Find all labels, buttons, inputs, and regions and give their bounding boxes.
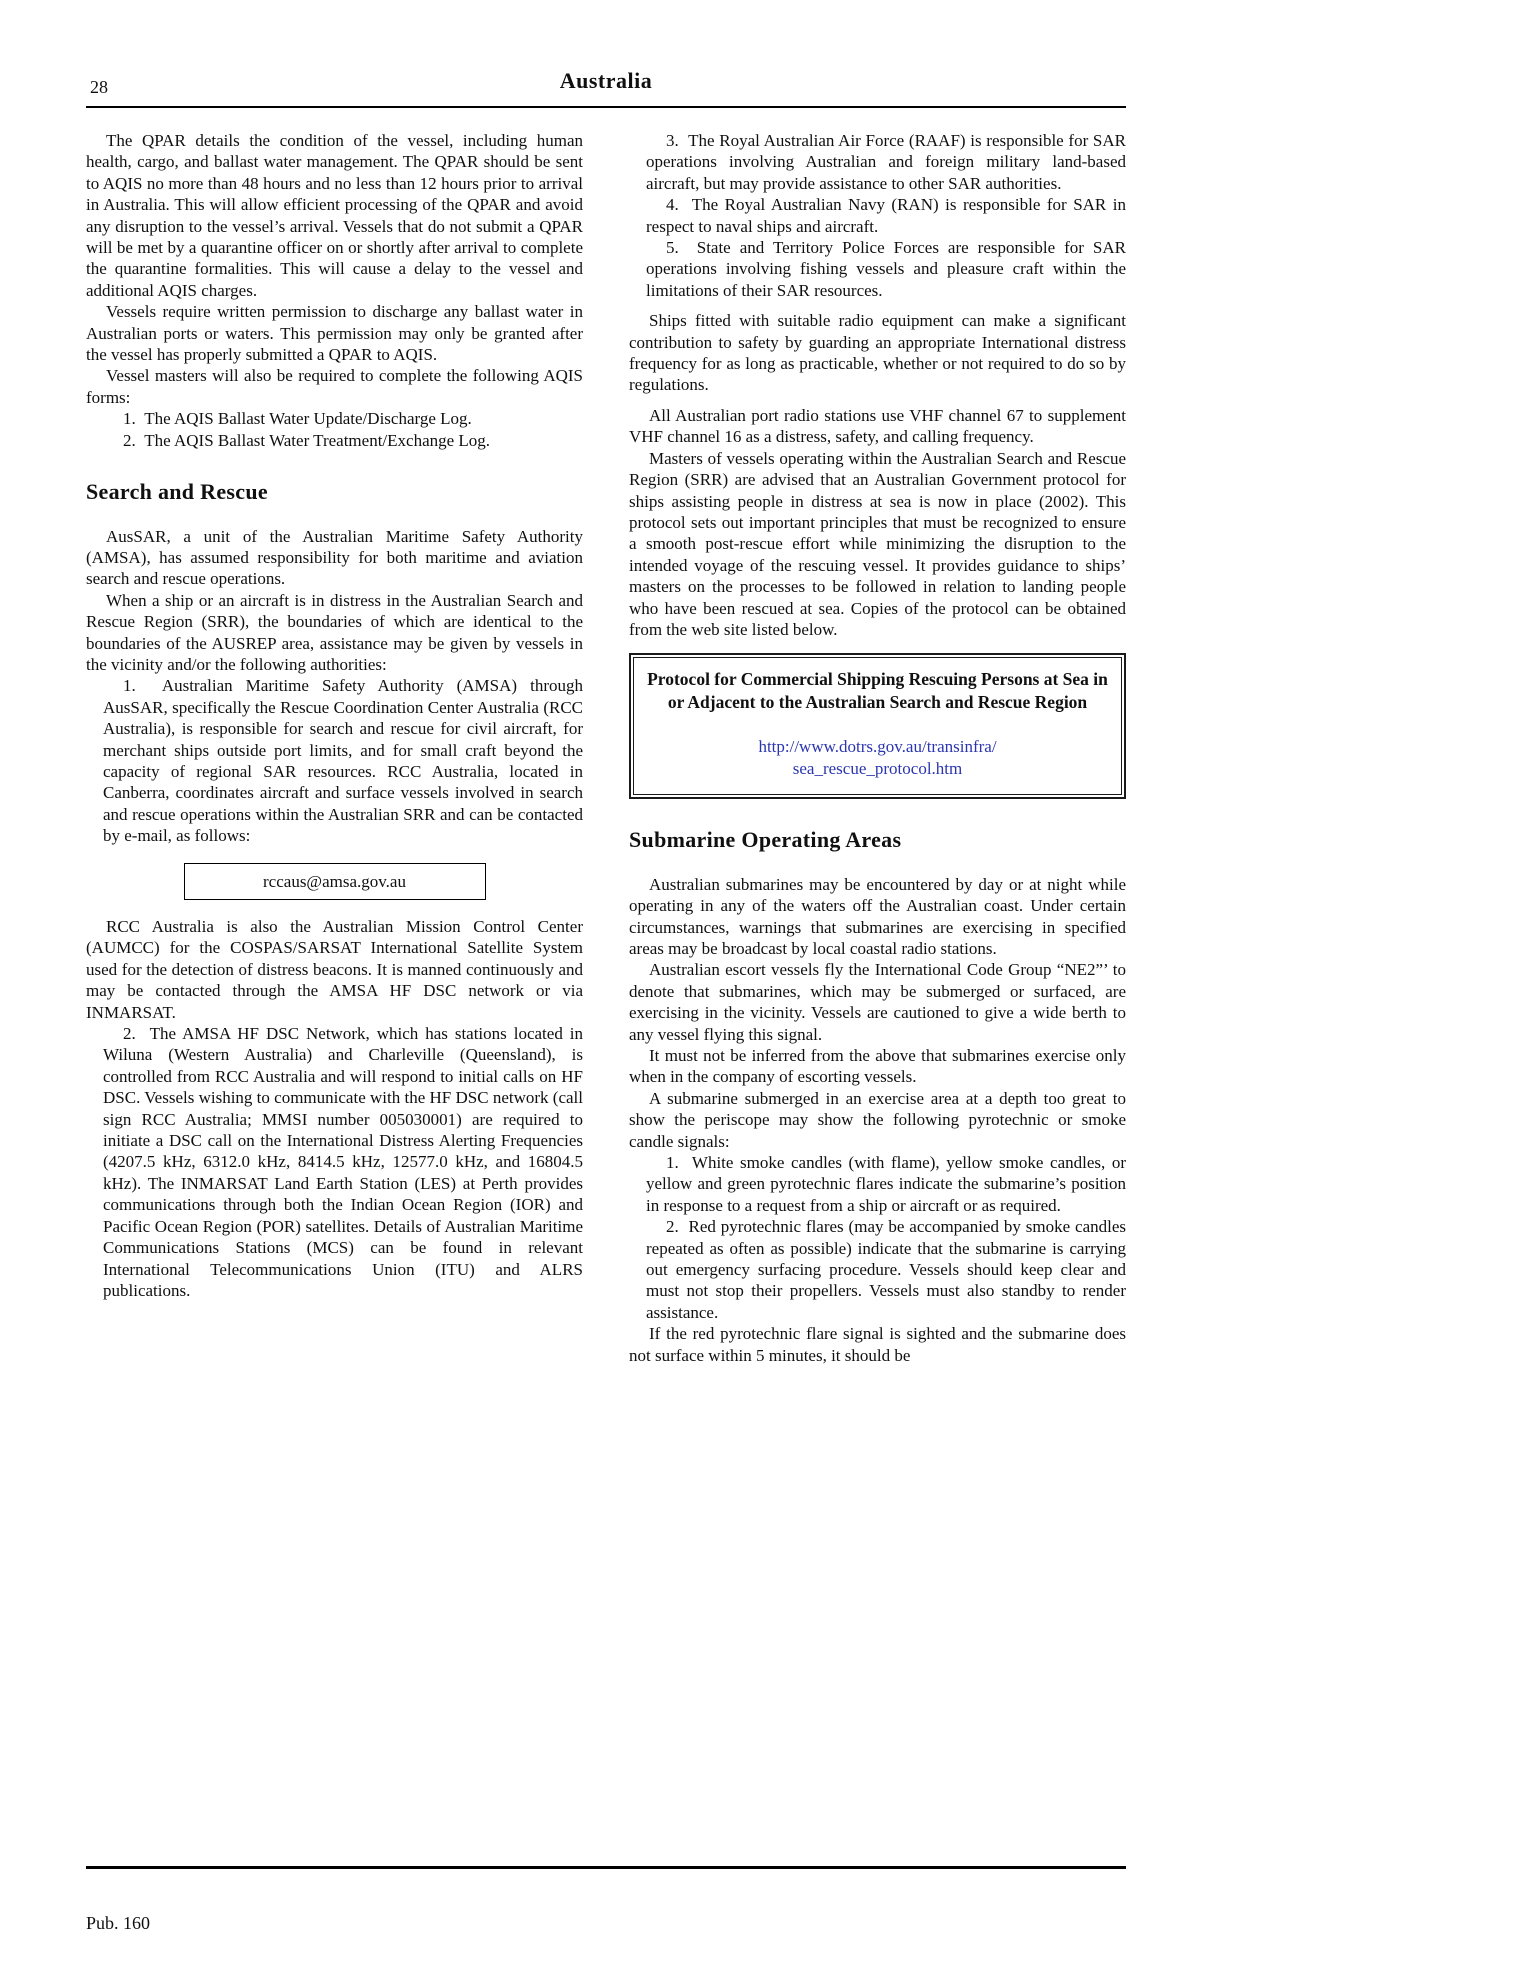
protocol-box-inner bbox=[633, 657, 1122, 795]
paragraph-aumcc: RCC Australia is also the Australian Mission Control Center (AUMCC) for the COSPAS/SARSAT International Satellite System used for the detection of distress beacons. It is manned continuously and may be contacted through the AMSA HF DSC network or via INMARSAT. bbox=[86, 917, 583, 1022]
paragraph-qpar: The QPAR details the condition of the vessel, including human health, cargo, and ballast water management. The QPAR should be sent to AQIS no more than 48 hours and no less than 12 hours prior to arrival in Australia. This will allow efficient processing of the QPAR and avoid any disruption to the vessel’s arrival. Vessels that do not submit a QPAR will be met by a quarantine officer on or shortly after arrival to complete the quarantine formalities. This will cause a delay to the vessel and additional AQIS charges. bbox=[86, 131, 583, 300]
page-content bbox=[86, 58, 1126, 1366]
list-item-authority-4: 4. The Royal Australian Navy (RAN) is responsible for SAR in respect to naval ships and aircraft. bbox=[646, 195, 1126, 236]
footer-rule bbox=[86, 1866, 1126, 1869]
page-footer bbox=[86, 1866, 1126, 1934]
paragraph-rescue-protocol: Masters of vessels operating within the Australian Search and Rescue Region (SRR) are advised that an Australian Government protocol for ships assisting people in distress at sea is now in place (2002). This protocol sets out important principles that must be recognized to ensure a smooth post-rescue effort while minimizing the disruption to the intended voyage of the rescuing vessel. It provides guidance to ships’ masters on the processes to be followed in relation to landing people who have been rescued at sea. Copies of the protocol can be obtained from the web site listed below. bbox=[629, 448, 1126, 639]
protocol-box-title: Protocol for Commercial Shipping Rescuing Persons at Sea in or Adjacent to the Australian Search and Rescue Region bbox=[647, 669, 1108, 713]
protocol-url-line-1[interactable]: http://www.dotrs.gov.au/transinfra/ bbox=[758, 737, 997, 757]
header-rule bbox=[86, 106, 1126, 108]
paragraph-aqis-forms: Vessel masters will also be required to complete the following AQIS forms: bbox=[86, 366, 583, 407]
section-heading-submarine-operating-areas: Submarine Operating Areas bbox=[629, 827, 902, 853]
paragraph-flare-sighted: If the red pyrotechnic flare signal is sighted and the submarine does not surface within 5 minutes, it should be bbox=[629, 1324, 1126, 1365]
list-item-aqis-form-2: 2. The AQIS Ballast Water Treatment/Exchange Log. bbox=[123, 430, 491, 450]
list-item-signal-1: 1. White smoke candles (with flame), yellow smoke candles, or yellow and green pyrotechnic flares indicate the submarine’s position in response to a request from a ship or aircraft or as required. bbox=[646, 1153, 1126, 1215]
paragraph-submarine-encounter: Australian submarines may be encountered by day or at night while operating in any of the waters off the Australian coast. Under certain circumstances, warnings that submarines are exercising in specified areas may be broadcast by local coastal radio stations. bbox=[629, 874, 1126, 958]
paragraph-not-inferred: It must not be inferred from the above that submarines exercise only when in the company of escorting vessels. bbox=[629, 1046, 1126, 1087]
list-item-signal-2: 2. Red pyrotechnic flares (may be accompanied by smoke candles repeated as often as possible) indicate that the submarine is carrying out emergency surfacing procedure. Vessels should keep clear and must not stop their propellers. Vessels must also standby to render assistance. bbox=[646, 1217, 1126, 1322]
paragraph-vhf-channels: All Australian port radio stations use VHF channel 67 to supplement VHF channel 16 as a distress, safety, and calling frequency. bbox=[629, 405, 1126, 447]
section-heading-search-and-rescue: Search and Rescue bbox=[86, 479, 268, 505]
paragraph-distress-region: When a ship or an aircraft is in distress in the Australian Search and Rescue Region (SRR), the boundaries of which are identical to the boundaries of the AUSREP area, assistance may be given by vessels in the vicinity and/or the following authorities: bbox=[86, 590, 583, 674]
paragraph-submerged-signals: A submarine submerged in an exercise area at a depth too great to show the periscope may show the following pyrotechnic or smoke candle signals: bbox=[629, 1088, 1126, 1151]
protocol-box bbox=[629, 653, 1126, 799]
paragraph-radio-equipment: Ships fitted with suitable radio equipment can make a significant contribution to safety by guarding an appropriate International distress frequency for as long as practicable, whether or not required to do so by regulations. bbox=[629, 311, 1126, 395]
left-column bbox=[86, 130, 583, 1366]
list-item-authority-1: 1. Australian Maritime Safety Authority (AMSA) through AusSAR, specifically the Rescue Coordination Center Australia (RCC Australia), is responsible for search and rescue for civil aircraft, for merchant ships outside port limits, and for small craft beyond the capacity of regional SAR resources. RCC Australia, located in Canberra, coordinates aircraft and surface vessels involved in search and rescue operations within the Australian SRR and can be contacted by e-mail, as follows: bbox=[103, 676, 583, 846]
page-title: Australia bbox=[559, 68, 653, 93]
list-item-aqis-form-1: 1. The AQIS Ballast Water Update/Discharge Log. bbox=[123, 409, 472, 429]
page-number: 28 bbox=[90, 77, 108, 97]
page-header bbox=[86, 58, 1126, 100]
email-address: rccaus@amsa.gov.au bbox=[263, 871, 406, 891]
paragraph-aussar: AusSAR, a unit of the Australian Maritime Safety Authority (AMSA), has assumed responsibility for both maritime and aviation search and rescue operations. bbox=[86, 526, 583, 589]
paragraph-escort-vessels: Australian escort vessels fly the International Code Group “NE2”’ to denote that submarines, which may be submerged or surfaced, are exercising in the vicinity. Vessels are cautioned to give a wide berth to any vessel flying this signal. bbox=[629, 960, 1126, 1044]
protocol-url-link[interactable] bbox=[644, 736, 1111, 780]
list-item-authority-2: 2. The AMSA HF DSC Network, which has stations located in Wiluna (Western Australia) and Charleville (Queensland), is controlled from RCC Australia and will respond to initial calls on HF DSC. Vessels wishing to communicate with the HF DSC network (call sign RCC Australia; MMSI number 005030001) are required to initiate a DSC call on the International Distress Alerting Frequencies (4207.5 kHz, 6312.0 kHz, 8414.5 kHz, 12577.0 kHz, and 16804.5 kHz). The INMARSAT Land Earth Station (LES) at Perth provides communications through both the Indian Ocean Region (IOR) and Pacific Ocean Region (POR) satellites. Details of Australian Maritime Communications Stations (MCS) can be found in relevant International Telecommunications Union (ITU) and ALRS publications. bbox=[103, 1024, 583, 1300]
text-columns bbox=[86, 130, 1126, 1366]
email-box bbox=[184, 863, 486, 900]
paragraph-ballast-discharge: Vessels require written permission to discharge any ballast water in Australian ports or waters. This permission may only be granted after the vessel has properly submitted a QPAR to AQIS. bbox=[86, 302, 583, 365]
list-item-authority-5: 5. State and Territory Police Forces are responsible for SAR operations involving fishing vessels and pleasure craft within the limitations of their SAR resources. bbox=[646, 238, 1126, 300]
list-item-authority-3: 3. The Royal Australian Air Force (RAAF) is responsible for SAR operations involving Australian and foreign military land-based aircraft, but may provide assistance to other SAR authorities. bbox=[646, 131, 1126, 193]
protocol-url-line-2[interactable]: sea_rescue_protocol.htm bbox=[792, 759, 963, 779]
right-column bbox=[629, 130, 1126, 1366]
publication-label: Pub. 160 bbox=[86, 1913, 151, 1933]
